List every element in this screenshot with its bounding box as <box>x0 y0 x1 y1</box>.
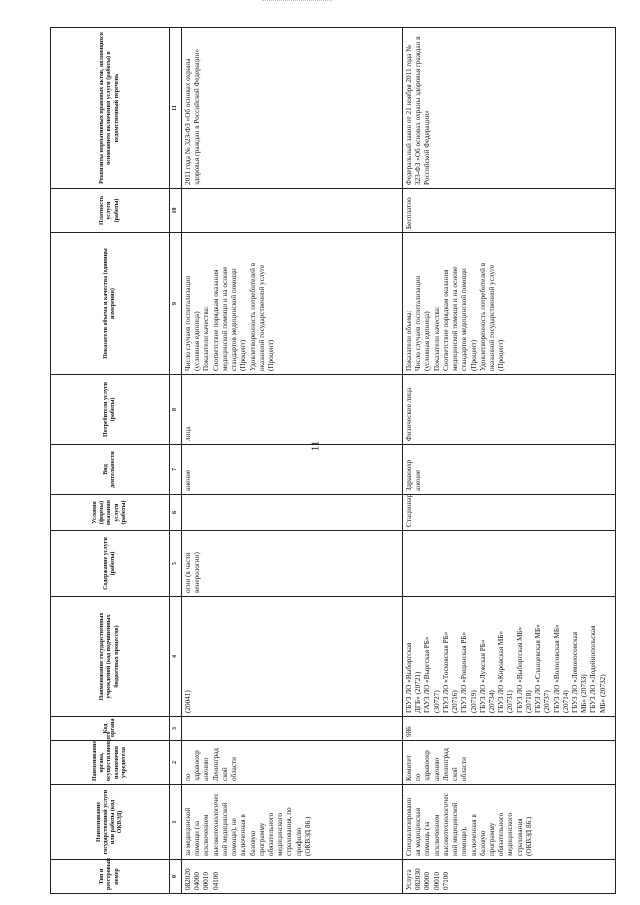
cell-line: (ОКВЭД 86.) <box>524 816 533 856</box>
cell-line: МБ» (20733) <box>580 674 589 713</box>
registry-number-cell <box>403 860 616 894</box>
cell-line: помощи (за <box>193 820 202 856</box>
header-cell: Реквизиты нормативных правовых актов, являющихся основанием включения услуги (работы) в ведомственный перечень <box>51 28 170 189</box>
cell-line: 082030 <box>414 868 423 890</box>
cell-line: оказанной государственной услуге <box>257 264 266 371</box>
cell-line: по <box>184 773 192 781</box>
cell-line: ГБУЗ ЛО «Тосковская РБ» <box>441 631 450 713</box>
authority-cell <box>403 741 616 785</box>
cell-line: профилю <box>294 827 303 856</box>
cell-line: 00000 <box>423 872 432 890</box>
activity-cell: Здравоохр анение <box>403 445 616 495</box>
table-row <box>403 28 616 894</box>
cell-line: медицинской помощи и на основе <box>220 266 229 371</box>
cell-line: (Процент) <box>239 339 248 371</box>
cell-line: обязательного <box>497 812 506 856</box>
service-name-cell <box>182 785 403 860</box>
cell-line: помощи), <box>460 826 469 856</box>
scan-artifact <box>262 0 332 11</box>
authority-cell <box>182 741 403 785</box>
indicators-cell <box>182 233 403 375</box>
cell-line: Комитет <box>405 755 413 781</box>
header-cell: Платность услуги (работы) <box>51 189 170 233</box>
cell-line: Ленинград <box>441 748 450 781</box>
cell-line: Показатели объема: <box>405 310 413 371</box>
cell-line: ГБУЗ ЛО «Рощинская РБ» <box>460 631 469 713</box>
services-table <box>50 27 616 894</box>
rotated-table-container <box>50 28 628 894</box>
header-cell: Наименование органа, осуществляющего полномочия учредителя <box>51 741 170 785</box>
cell-line: (20737) <box>543 690 552 713</box>
cell-line: исключением <box>202 814 211 856</box>
cell-line: здравоохр <box>193 750 202 781</box>
header-cell: Наименование государственной услуги или работы (код ОКВЭД) <box>51 785 170 860</box>
cell-line: медицинской помощи и на основе <box>451 266 460 371</box>
cell-line: (условная единица) <box>193 311 202 371</box>
column-number: 6 <box>170 495 182 531</box>
header-cell: Наименование государственных учреждений (код подчиненных бюджетных процессов) <box>51 597 170 717</box>
column-number: 10 <box>170 189 182 233</box>
cell-line: высокотехнологичес <box>211 793 220 856</box>
cell-line: базовую <box>478 830 487 856</box>
cell-line: страхования <box>515 818 524 856</box>
cell-line: исключением <box>432 814 441 856</box>
cell-line: (20731) <box>506 690 515 713</box>
payment-cell <box>182 189 403 233</box>
cell-line: (Процент) <box>497 339 506 371</box>
cell-line: программу <box>257 822 266 856</box>
header-cell: Тип и реестровый номер <box>51 860 170 894</box>
table-row <box>182 28 403 894</box>
header-cell: Показатели объема и качества (единицы измерения) <box>51 233 170 375</box>
cell-line: включенная в <box>239 814 248 856</box>
cell-line: анению <box>432 757 441 781</box>
conditions-cell <box>182 495 403 531</box>
header-cell: Условия (формы) оказания услуги (работы) <box>51 495 170 531</box>
cell-line: помощи), не <box>230 818 239 856</box>
cell-line: (20734) <box>487 690 496 713</box>
cell-line: области <box>230 756 239 781</box>
legal-acts-cell: Федеральный закон от 21 ноября 2011 года № 323-ФЗ «Об основах охраны здоровья граждан в Российской Федерации» <box>403 28 616 189</box>
cell-line: ской <box>220 767 229 781</box>
cell-line: Удовлетворенность потребителей в <box>478 262 487 371</box>
page-number: 11 <box>309 440 322 452</box>
authority-code-cell: 986 <box>403 717 616 741</box>
cell-line: области <box>460 756 469 781</box>
cell-line: Специализированн <box>405 797 413 856</box>
cell-line: ГБУЗ ЛО «Лодейнопольская <box>589 625 598 713</box>
cell-line: (Процент) <box>266 339 275 371</box>
institutions-cell: (20041) <box>182 597 403 717</box>
cell-line: оказанной государственной услуге <box>487 264 496 371</box>
cell-line: помощь (за <box>423 821 432 856</box>
consumers-cell: Физические лица <box>403 375 616 445</box>
cell-line: (20719) <box>469 690 478 713</box>
cell-line: (20714) <box>561 690 570 713</box>
cell-line: анению <box>202 757 211 781</box>
cell-line: медицинского <box>276 813 285 856</box>
content-cell <box>403 531 616 597</box>
cell-line: (ОКВЭД 86.) <box>303 816 312 856</box>
service-name-cell <box>403 785 616 860</box>
header-row <box>51 28 170 894</box>
header-cell: Вид деятельности <box>51 445 170 495</box>
authority-code-cell <box>182 717 403 741</box>
cell-line: ГБУЗ ЛО «Выборгская <box>405 642 413 713</box>
cell-line: (20718) <box>524 690 533 713</box>
cell-line: ГБУЗ ЛО «Волосовская МБ» <box>552 624 561 713</box>
consumers-cell: лица <box>182 375 403 445</box>
institutions-cell <box>403 597 616 717</box>
column-number: 4 <box>170 597 182 717</box>
cell-line: базовую <box>248 830 257 856</box>
document-sheet <box>50 28 628 894</box>
cell-line: Число случаев госпитализации <box>414 275 423 371</box>
cell-line: по <box>414 773 423 781</box>
cell-line: ской <box>451 767 460 781</box>
payment-cell: Бесплатно <box>403 189 616 233</box>
column-number: 0 <box>170 860 182 894</box>
cell-line: медицинского <box>506 813 515 856</box>
cell-line: стандартов медицинской помощи <box>230 268 239 371</box>
legal-acts-cell: 2011 года № 323-ФЗ «Об основах охраны здоровья граждан в Российской Федерации» <box>182 28 403 189</box>
cell-line: страхования, по <box>285 807 294 856</box>
conditions-cell: Стационар <box>403 495 616 531</box>
cell-line: МБ» (20732) <box>598 674 607 713</box>
cell-line: ГБУЗ ЛО «Кировская МБ» <box>497 630 506 713</box>
activity-cell: анение <box>182 445 403 495</box>
cell-line: ГБУЗ ЛО «Ломоносовская <box>570 632 579 713</box>
cell-line: ГБУЗ ЛО «Лужская РБ» <box>478 639 487 713</box>
cell-line: (20716) <box>451 690 460 713</box>
cell-line: высокотехнологичес <box>441 793 450 856</box>
cell-line: Удовлетворенность потребителей в <box>248 262 257 371</box>
cell-line: ной медицинской <box>220 802 229 856</box>
cell-line: Показатели качества: <box>202 306 211 371</box>
column-number: 7 <box>170 445 182 495</box>
cell-line: ГАУЗ ЛО «Выргская РБ» <box>423 636 432 713</box>
cell-line: включенная в <box>469 814 478 856</box>
cell-line: (условная единица) <box>423 311 432 371</box>
cell-line: здравоохр <box>423 750 432 781</box>
cell-line: программу <box>487 822 496 856</box>
cell-line: Число случаев госпитализации <box>184 275 192 371</box>
cell-line: ая медицинская <box>414 807 423 856</box>
content-cell: огии (в части венерологии) <box>182 531 403 597</box>
cell-line: Услуга <box>405 869 413 890</box>
cell-line: за медицинской <box>184 807 192 856</box>
cell-line: ной медицинской <box>451 802 460 856</box>
cell-line: (Процент) <box>469 339 478 371</box>
column-number: 2 <box>170 741 182 785</box>
cell-line: ГБУЗ ЛО «Сланцевская МБ» <box>534 624 543 713</box>
cell-line: обязательного <box>266 812 275 856</box>
header-cell: Содержание услуги (работы) <box>51 531 170 597</box>
cell-line: 00010 <box>432 872 441 890</box>
cell-line: стандартов медицинской помощи <box>460 268 469 371</box>
cell-line: ГБУЗ ЛО «Выборгская МБ» <box>515 626 524 713</box>
cell-line: Соответствие порядкам оказания <box>441 269 450 371</box>
column-number-row <box>170 28 182 894</box>
cell-line: Показатели качества: <box>432 306 441 371</box>
header-cell: Потребители услуги (работы) <box>51 375 170 445</box>
indicators-cell <box>403 233 616 375</box>
column-number: 3 <box>170 717 182 741</box>
column-number: 1 <box>170 785 182 860</box>
column-number: 11 <box>170 28 182 189</box>
cell-line: 07100 <box>441 872 450 890</box>
cell-line: Соответствие порядкам оказания <box>211 269 220 371</box>
cell-line: ДГБ» (20721) <box>414 671 423 713</box>
cell-line: Ленинград <box>211 748 220 781</box>
column-number: 5 <box>170 531 182 597</box>
header-cell: Код органа <box>51 717 170 741</box>
registry-number-cell: 082020 04000 00010 04100 <box>182 860 403 894</box>
column-number: 9 <box>170 233 182 375</box>
column-number: 8 <box>170 375 182 445</box>
cell-line: (30727) <box>432 690 441 713</box>
